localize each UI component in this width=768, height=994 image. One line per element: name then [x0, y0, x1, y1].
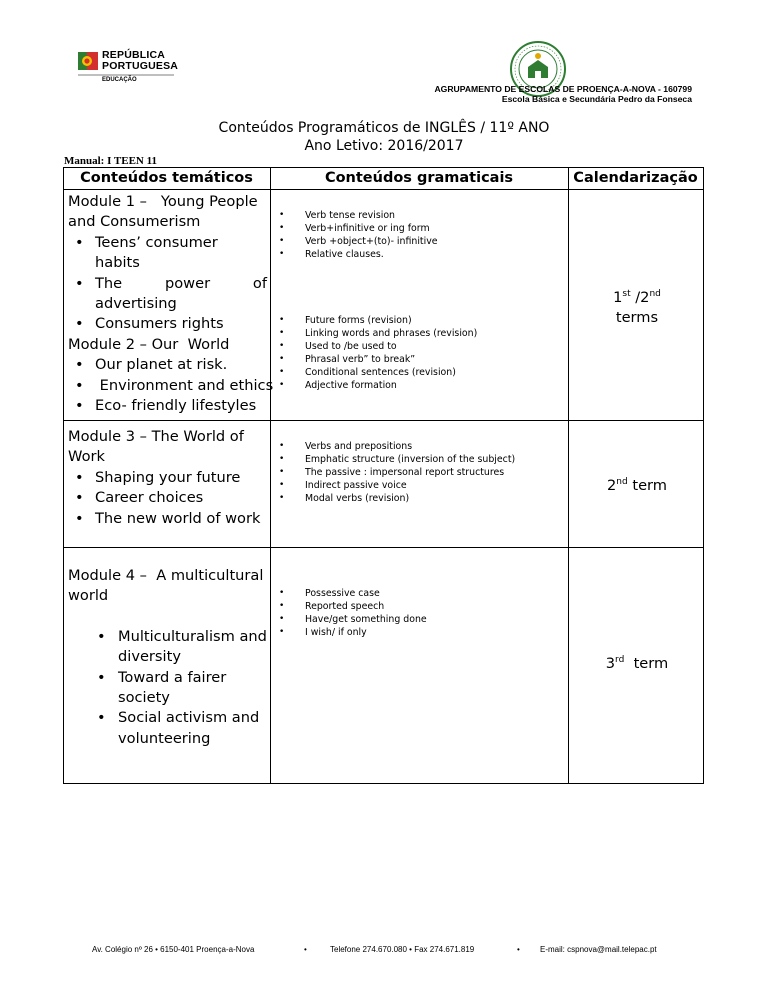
module-4-title: Module 4 – A multicultural: [68, 567, 264, 584]
school-subtitle: Escola Básica e Secundária Pedro da Fonseca: [501, 94, 692, 104]
grammar-item: • Linking words and phrases (revision): [274, 327, 477, 340]
row3-calendar: 3rd term: [605, 655, 669, 672]
school-name: AGRUPAMENTO DE ESCOLAS DE PROENÇA-A-NOVA - 160799: [434, 84, 692, 94]
list-item-continuation: volunteering: [118, 729, 211, 747]
list-item: • Toward a fairer: [68, 668, 267, 688]
list-item: • Environment and ethics: [68, 376, 267, 396]
grammar-item: • Used to /be used to: [274, 340, 477, 353]
grammar-item: • Emphatic structure (inversion of the subject): [274, 453, 515, 466]
footer-email: E-mail: cspnova@mail.telepac.pt: [540, 945, 657, 954]
grammar-item: • Indirect passive voice: [274, 479, 515, 492]
gov-logo-education: EDUCAÇÃO: [102, 77, 137, 83]
list-item: • The new world of work: [68, 509, 267, 529]
row1-grammar-b: [274, 314, 477, 393]
row1-thematic: [68, 192, 274, 416]
school-year: Ano Letivo: 2016/2017: [304, 138, 464, 154]
module-1-title: Module 1 – Young People: [68, 193, 258, 210]
grammar-item: • Adjective formation: [274, 379, 477, 392]
module-3-subtitle: Work: [68, 448, 105, 466]
module-2-title: Module 2 – Our World: [68, 335, 230, 353]
grammar-item: • Verb+infinitive or ing form: [274, 222, 438, 235]
list-item: • Teens’ consumer habits: [68, 233, 267, 274]
list-item-continuation: advertising: [95, 295, 177, 313]
grammar-item: • Verbs and prepositions: [274, 440, 515, 453]
grammar-item: • I wish/ if only: [274, 626, 427, 639]
grammar-item: • Phrasal verb” to break”: [274, 353, 477, 366]
list-item: • Eco- friendly lifestyles: [68, 396, 267, 416]
list-item-continuation: diversity: [118, 648, 181, 666]
header-thematic: Conteúdos temáticos: [80, 170, 253, 186]
module-4-subtitle: world: [68, 587, 109, 605]
list-item: • The power of: [68, 274, 267, 294]
module-3-title: Module 3 – The World of: [68, 428, 244, 445]
row2-grammar: [274, 440, 515, 505]
grammar-item: • Verb +object+(to)- infinitive: [274, 235, 438, 248]
row1-grammar-a: [274, 209, 438, 261]
header-calendar: Calendarização: [573, 170, 698, 186]
list-item: • Shaping your future: [68, 468, 267, 488]
footer-address: Av. Colégio nº 26 • 6150-401 Proença-a-Nova: [92, 945, 255, 954]
page-title: Conteúdos Programáticos de INGLÊS / 11º ANO: [218, 120, 550, 136]
grammar-item: • The passive : impersonal report structures: [274, 466, 515, 479]
row3-grammar: [274, 587, 427, 639]
manual-label: Manual: I TEEN 11: [64, 155, 158, 167]
grammar-item: • Have/get something done: [274, 613, 427, 626]
list-item: • Social activism and: [68, 708, 267, 728]
list-item: • Our planet at risk.: [68, 355, 267, 375]
list-item: • Multiculturalism and: [68, 627, 267, 647]
list-item: • Consumers rights: [68, 314, 267, 334]
grammar-item: • Relative clauses.: [274, 248, 438, 261]
footer-separator: •: [517, 945, 520, 954]
module-1-subtitle: and Consumerism: [68, 213, 201, 231]
grammar-item: • Modal verbs (revision): [274, 492, 515, 505]
grammar-item: • Reported speech: [274, 600, 427, 613]
grammar-item: • Future forms (revision): [274, 314, 477, 327]
grammar-item: • Conditional sentences (revision): [274, 366, 477, 379]
row2-calendar: 2nd term: [606, 477, 668, 494]
grammar-item: • Verb tense revision: [274, 209, 438, 222]
row2-thematic: [68, 427, 267, 529]
header-grammar: Conteúdos gramaticais: [324, 170, 514, 186]
list-item: • Career choices: [68, 488, 267, 508]
footer-phone: Telefone 274.670.080 • Fax 274.671.819: [330, 945, 475, 954]
gov-logo-text: REPÚBLICA PORTUGUESA: [102, 49, 179, 72]
row3-thematic: [68, 566, 267, 749]
footer-separator: •: [304, 945, 307, 954]
row1-calendar: 1st /2nd terms: [613, 289, 661, 326]
list-item-continuation: society: [118, 689, 170, 707]
grammar-item: • Possessive case: [274, 587, 427, 600]
